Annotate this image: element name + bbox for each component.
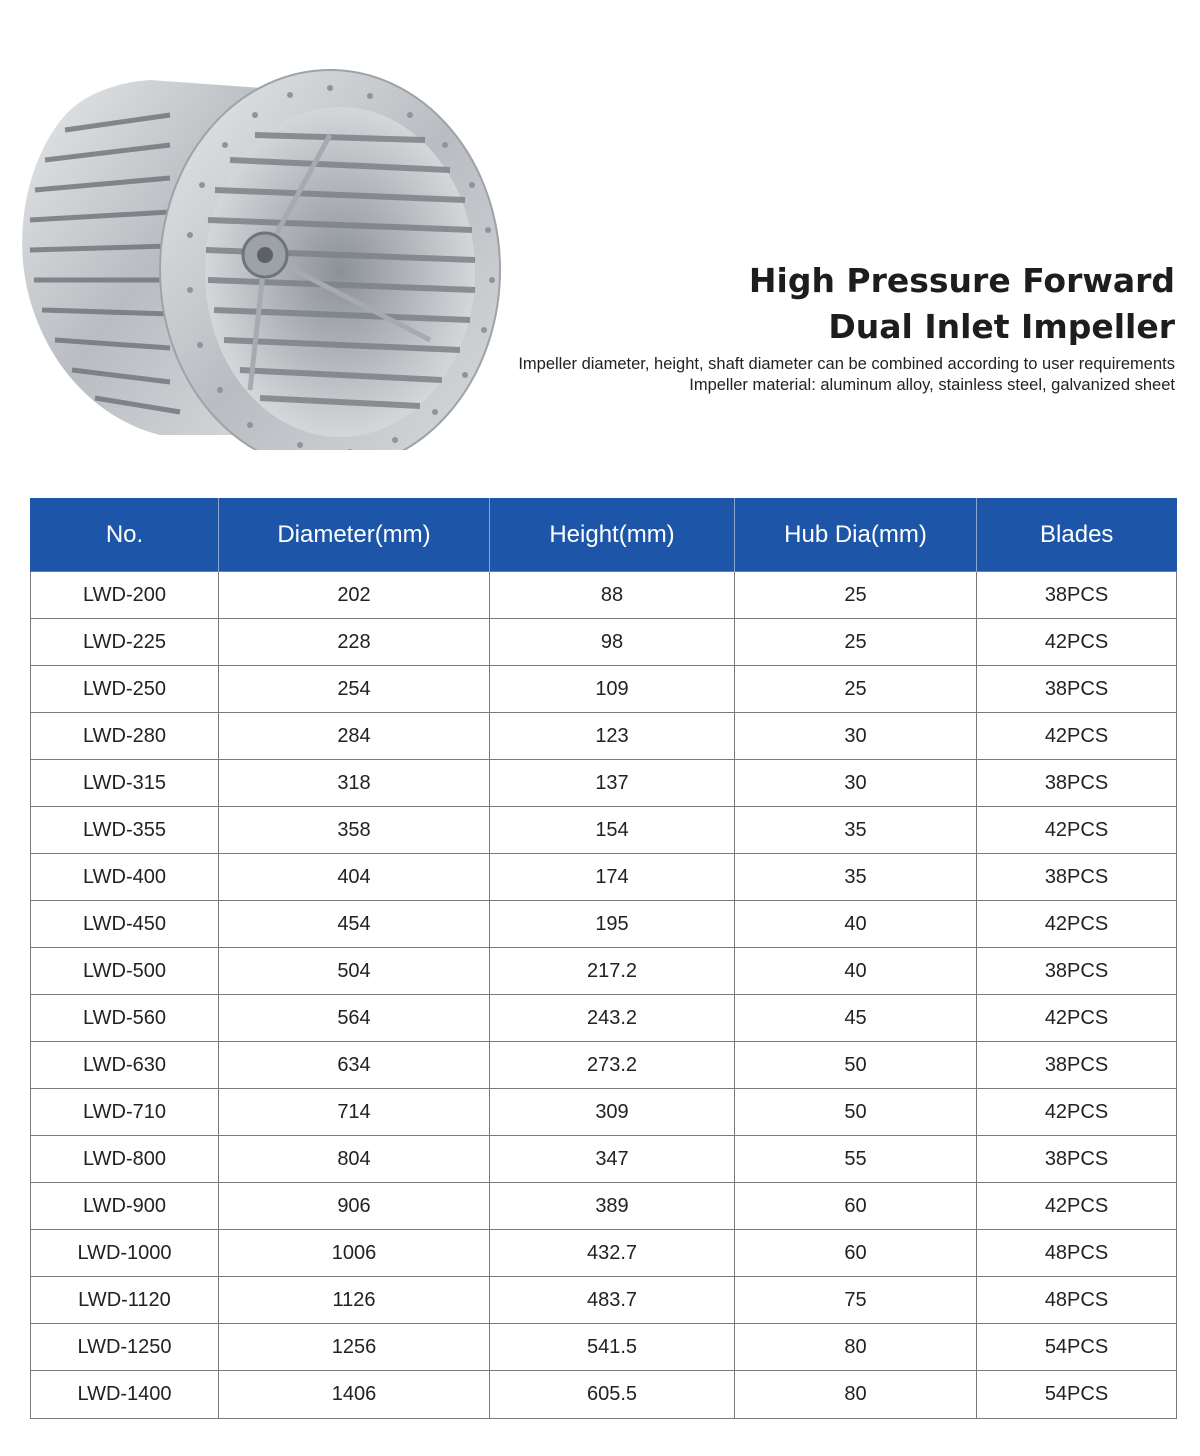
table-cell: 50 [735, 1089, 977, 1136]
table-cell: 40 [735, 901, 977, 948]
table-cell: 202 [219, 572, 490, 619]
table-header-row [31, 498, 1177, 572]
table-row [31, 572, 1177, 619]
description-line-2: Impeller material: aluminum alloy, stainless steel, galvanized sheet [689, 376, 1175, 394]
impeller-image [10, 40, 510, 450]
column-header: Diameter(mm) [219, 498, 490, 572]
table-cell: 137 [490, 760, 735, 807]
table-cell: 38PCS [977, 1042, 1177, 1089]
table-cell: 504 [219, 948, 490, 995]
table-row [31, 1277, 1177, 1324]
table-row [31, 619, 1177, 666]
table-cell: 45 [735, 995, 977, 1042]
table-cell: 195 [490, 901, 735, 948]
table-cell: 1256 [219, 1324, 490, 1371]
table-cell: 80 [735, 1324, 977, 1371]
table-cell: LWD-560 [31, 995, 219, 1042]
table-cell: LWD-450 [31, 901, 219, 948]
table-cell: 1406 [219, 1371, 490, 1419]
table-cell: 389 [490, 1183, 735, 1230]
table-cell: 42PCS [977, 619, 1177, 666]
table-row [31, 713, 1177, 760]
table-cell: LWD-630 [31, 1042, 219, 1089]
table-cell: 404 [219, 854, 490, 901]
table-cell: 483.7 [490, 1277, 735, 1324]
table-cell: 541.5 [490, 1324, 735, 1371]
table-cell: 25 [735, 572, 977, 619]
table-cell: LWD-900 [31, 1183, 219, 1230]
table-row [31, 1324, 1177, 1371]
table-row [31, 1230, 1177, 1277]
table-row [31, 760, 1177, 807]
table-row [31, 1089, 1177, 1136]
table-cell: 30 [735, 760, 977, 807]
table-cell: 54PCS [977, 1324, 1177, 1371]
description-line-1: Impeller diameter, height, shaft diameter can be combined according to user requirements [518, 355, 1175, 373]
table-cell: 42PCS [977, 995, 1177, 1042]
table-cell: 50 [735, 1042, 977, 1089]
table-row [31, 1136, 1177, 1183]
table-cell: LWD-1250 [31, 1324, 219, 1371]
table-cell: LWD-500 [31, 948, 219, 995]
table-cell: 1126 [219, 1277, 490, 1324]
table-cell: 35 [735, 807, 977, 854]
table-cell: 60 [735, 1230, 977, 1277]
title-line-1: High Pressure Forward [748, 261, 1175, 300]
table-cell: LWD-200 [31, 572, 219, 619]
table-cell: 38PCS [977, 1136, 1177, 1183]
table-cell: 714 [219, 1089, 490, 1136]
table-cell: 42PCS [977, 1089, 1177, 1136]
table-row [31, 948, 1177, 995]
table-cell: 38PCS [977, 666, 1177, 713]
table-row [31, 1183, 1177, 1230]
table-cell: 60 [735, 1183, 977, 1230]
table-cell: 38PCS [977, 572, 1177, 619]
table-cell: 605.5 [490, 1371, 735, 1419]
table-row [31, 1042, 1177, 1089]
table-cell: LWD-1000 [31, 1230, 219, 1277]
table-cell: 228 [219, 619, 490, 666]
table-cell: 42PCS [977, 901, 1177, 948]
table-cell: 804 [219, 1136, 490, 1183]
table-cell: 25 [735, 666, 977, 713]
column-header: Blades [977, 498, 1177, 572]
table-cell: 309 [490, 1089, 735, 1136]
table-cell: LWD-315 [31, 760, 219, 807]
table-cell: LWD-1120 [31, 1277, 219, 1324]
table-cell: 38PCS [977, 760, 1177, 807]
table-cell: 42PCS [977, 1183, 1177, 1230]
table-cell: 35 [735, 854, 977, 901]
table-cell: LWD-355 [31, 807, 219, 854]
table-cell: 634 [219, 1042, 490, 1089]
table-cell: 564 [219, 995, 490, 1042]
table-cell: 217.2 [490, 948, 735, 995]
table-row [31, 666, 1177, 713]
column-header: Hub Dia(mm) [735, 498, 977, 572]
table-body [31, 572, 1177, 1419]
table-cell: 123 [490, 713, 735, 760]
hero-section [0, 0, 1200, 470]
table-cell: LWD-800 [31, 1136, 219, 1183]
table-cell: LWD-1400 [31, 1371, 219, 1419]
table-cell: 30 [735, 713, 977, 760]
spec-table [30, 498, 1177, 1419]
table-cell: 42PCS [977, 807, 1177, 854]
table-cell: 48PCS [977, 1277, 1177, 1324]
table-cell: 284 [219, 713, 490, 760]
table-cell: 358 [219, 807, 490, 854]
column-header: No. [31, 498, 219, 572]
table-row [31, 901, 1177, 948]
table-cell: 42PCS [977, 713, 1177, 760]
table-cell: 347 [490, 1136, 735, 1183]
table-cell: 80 [735, 1371, 977, 1419]
table-row [31, 1371, 1177, 1419]
table-cell: 273.2 [490, 1042, 735, 1089]
title-line-2: Dual Inlet Impeller [828, 307, 1175, 346]
table-cell: LWD-400 [31, 854, 219, 901]
table-cell: 174 [490, 854, 735, 901]
column-header: Height(mm) [490, 498, 735, 572]
table-cell: 243.2 [490, 995, 735, 1042]
table-cell: 432.7 [490, 1230, 735, 1277]
table-cell: 40 [735, 948, 977, 995]
table-cell: LWD-710 [31, 1089, 219, 1136]
table-cell: 48PCS [977, 1230, 1177, 1277]
table-cell: 154 [490, 807, 735, 854]
table-row [31, 995, 1177, 1042]
table-cell: 1006 [219, 1230, 490, 1277]
table-cell: LWD-280 [31, 713, 219, 760]
table-row [31, 854, 1177, 901]
table-cell: 55 [735, 1136, 977, 1183]
table-cell: 54PCS [977, 1371, 1177, 1419]
table-cell: LWD-225 [31, 619, 219, 666]
table-cell: 454 [219, 901, 490, 948]
table-cell: 25 [735, 619, 977, 666]
table-cell: 109 [490, 666, 735, 713]
table-cell: 38PCS [977, 854, 1177, 901]
table-cell: 318 [219, 760, 490, 807]
table-row [31, 807, 1177, 854]
description [518, 354, 1175, 396]
table-cell: 98 [490, 619, 735, 666]
page-title [749, 258, 1175, 350]
table-cell: 254 [219, 666, 490, 713]
table-cell: 88 [490, 572, 735, 619]
table-cell: LWD-250 [31, 666, 219, 713]
table-cell: 38PCS [977, 948, 1177, 995]
table-cell: 75 [735, 1277, 977, 1324]
table-cell: 906 [219, 1183, 490, 1230]
